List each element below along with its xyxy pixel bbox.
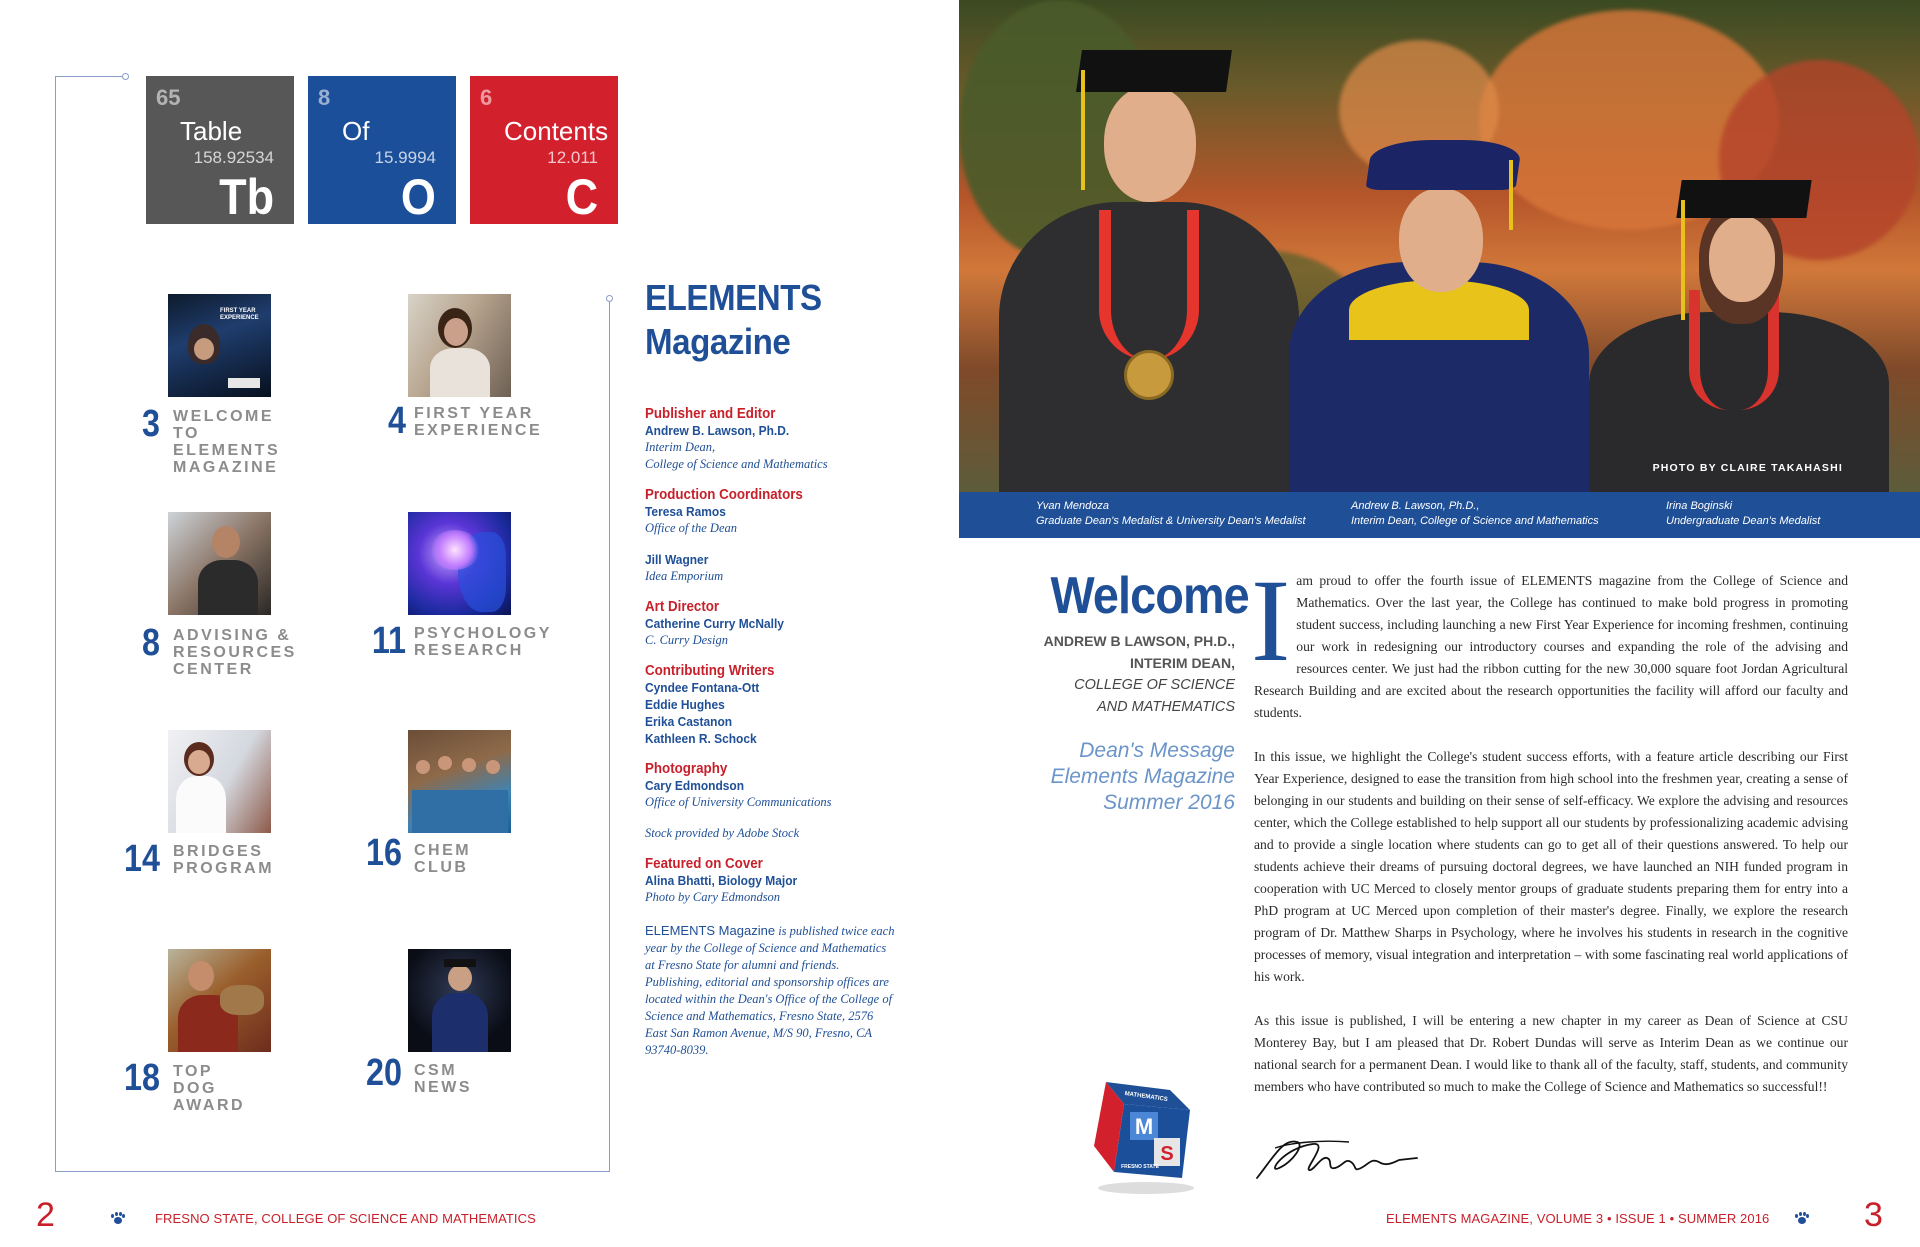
cube-s-letter: S: [1160, 1143, 1174, 1165]
section-name: Erika Castanon: [645, 714, 733, 729]
shirt-shape: [198, 560, 258, 615]
caption-title: Graduate Dean's Medalist & University Dean's Medalist: [1036, 515, 1306, 527]
news-thumbnail: [408, 949, 511, 1052]
brain-thumbnail: [408, 512, 511, 615]
author-title-line: INTERIM DEAN,: [1130, 655, 1235, 671]
section-name: Cyndee Fontana-Ott: [645, 680, 760, 695]
toc-item-title: TOP DOG AWARD: [173, 1063, 246, 1114]
award-thumbnail: [168, 949, 271, 1052]
tile-number: 65: [156, 85, 181, 110]
deans-message-label: Dean's Message: [1079, 739, 1235, 762]
section-affiliation: C. Curry Design: [645, 633, 728, 647]
medal-shape: [1124, 350, 1174, 400]
face-shape: [1709, 216, 1775, 302]
tassel-shape: [1081, 70, 1085, 190]
page-number-left: 2: [36, 1196, 55, 1234]
group-shirts: [412, 790, 508, 833]
letter-paragraph: As this issue is published, I will be entering a new chapter in my career as Dean of Science at CSU Monterey Bay, but I am pleased that Dr. Robert Dundas will serve as Interim Dean as we continue our national search for a permanent Dean. I would like to thank all of the faculty, staff, students, and community members who have contributed so much to make the College of Science and Mathematics so successful!!: [1254, 1013, 1848, 1094]
tassel-shape: [1509, 160, 1513, 230]
grad-cap-shape: [1676, 180, 1811, 218]
masthead-title-line2: Magazine: [645, 321, 791, 362]
medalists-photo: [959, 0, 1920, 492]
masthead-section-photography: [645, 761, 900, 811]
periodic-tile-table: [146, 76, 294, 224]
section-name: Andrew B. Lawson, Ph.D.: [645, 423, 790, 438]
caption-lawson: [1351, 499, 1599, 529]
tile-mass: 158.92534: [193, 148, 274, 167]
issue-label: Summer 2016: [1103, 791, 1235, 814]
masthead-section-production-2: [645, 551, 900, 585]
face-shape: [438, 756, 452, 770]
toc-page-number: 4: [388, 400, 406, 442]
photo-credit: PHOTO BY CLAIRE TAKAHASHI: [1652, 462, 1843, 474]
toc-page-number: 3: [142, 403, 160, 445]
toc-item-title: BRIDGES PROGRAM: [173, 843, 275, 877]
section-affiliation: Idea Emporium: [645, 569, 724, 583]
toc-page-number: 16: [366, 832, 402, 874]
welcome-title: Welcome: [1050, 567, 1249, 625]
masthead-section-stock: [645, 825, 900, 842]
masthead-section-cover: [645, 856, 900, 906]
masthead-section-production: [645, 487, 900, 537]
section-name: Cary Edmondson: [645, 778, 745, 793]
cube-top-label: MATHEMATICS: [1124, 1091, 1169, 1104]
magazine-label: Elements Magazine: [1050, 765, 1235, 788]
person-yvan: [999, 30, 1299, 492]
section-name: Alina Bhatti, Biology Major: [645, 873, 798, 888]
author-line: ANDREW B LAWSON, PH.D.,: [1043, 633, 1235, 649]
face-shape: [212, 526, 240, 558]
drop-cap: I: [1251, 555, 1291, 686]
masthead-section-publisher: [645, 406, 900, 473]
toc-page-number: 20: [366, 1052, 402, 1094]
cube-m-letter: M: [1134, 1114, 1154, 1139]
signature-drawing: [1253, 1128, 1423, 1184]
page-number-right: 3: [1864, 1196, 1883, 1234]
caption-title: Interim Dean, College of Science and Mathematics: [1351, 515, 1599, 527]
caption-name: Irina Boginski: [1666, 500, 1733, 512]
tassel-shape: [1681, 200, 1685, 320]
masthead-section-art-director: [645, 599, 900, 649]
cover-thumbnail: [168, 294, 271, 397]
medal-ribbon: [1099, 210, 1199, 360]
section-affiliation: College of Science and Mathematics: [645, 457, 828, 471]
section-role: Art Director: [645, 599, 720, 615]
tile-symbol: O: [400, 169, 436, 225]
welcome-header: [1030, 566, 1249, 816]
toc-item-title: CHEM CLUB: [414, 842, 472, 876]
cube-shadow: [1098, 1182, 1194, 1194]
caption-irina: [1666, 499, 1820, 529]
masthead-title: [645, 276, 880, 364]
section-name: Eddie Hughes: [645, 697, 725, 712]
science-math-cube-logo: [1084, 1076, 1204, 1196]
footer-right-text: ELEMENTS MAGAZINE, VOLUME 3 • ISSUE 1 • SUMMER 2016: [1386, 1211, 1770, 1226]
section-affiliation: Interim Dean,: [645, 440, 716, 454]
section-name: Catherine Curry McNally: [645, 616, 784, 631]
toc-item-title: PSYCHOLOGY RESEARCH: [414, 625, 552, 659]
tile-word: Table: [180, 116, 243, 146]
blurb-lead: ELEMENTS Magazine: [645, 923, 776, 938]
section-affiliation: Photo by Cary Edmondson: [645, 890, 781, 904]
caption-yvan: [1036, 499, 1306, 529]
photo-caption-bar: [959, 492, 1920, 538]
cube-edge-label: SCIENCE: [1186, 1130, 1192, 1154]
periodic-tile-contents: [470, 76, 618, 224]
letter-paragraph: In this issue, we highlight the College's student success efforts, with a feature article describing our First Year Experience, designed to ease the transition from high school into the freshmen year, creating a sense of belonging in our students and building on their sense of self-efficacy. We explore the advising and resources center, which the College established to help support all our students by professionalizing academic advising and to provide a single location where students can go to get all of their questions answered. To help our students achieve their dreams of pursuing doctoral degrees, we have launched an NIH funded program in cooperation with UC Merced to closely mentor groups of graduate students preparing them for entry into a PhD program at UC Merced upon completion of their master's degree. Finally, we explore the research program of Dr. Matthew Sharps in Psychology, where he involves his students in research in the cognitive processes of memory, visual integration and interpretation – with some fascinating real world applications of his work.: [1254, 749, 1848, 984]
brain-glow: [430, 530, 480, 570]
blurb-text: is published twice each year by the College of Science and Mathematics at Fresno State for alumni and friends. Publishing, editorial and sponsorship offices are located within the Dean's Office of the College of Science and Mathematics, Fresno State, 2576 East San Ramon Avenue, M/S 90, Fresno, CA 93740-8039.: [645, 924, 895, 1057]
tile-symbol: C: [565, 169, 598, 225]
dept-line: AND MATHEMATICS: [1096, 699, 1235, 715]
caption-title: Undergraduate Dean's Medalist: [1666, 515, 1821, 527]
tile-word: Contents: [504, 116, 609, 146]
face-shape: [188, 961, 214, 991]
plaque-shape: [220, 985, 264, 1015]
tile-symbol: Tb: [219, 169, 274, 225]
student-thumbnail: [408, 294, 511, 397]
section-role: Contributing Writers: [645, 663, 775, 679]
section-affiliation: Office of the Dean: [645, 521, 737, 535]
periodic-tile-of: [308, 76, 456, 224]
caption-name: Andrew B. Lawson, Ph.D.,: [1351, 500, 1480, 512]
face-shape: [444, 318, 468, 346]
section-role: Publisher and Editor: [645, 406, 776, 422]
grad-cap-shape: [444, 959, 476, 967]
cube-bottom-label: FRESNO STATE: [1121, 1164, 1159, 1170]
face-shape: [1399, 188, 1483, 292]
group-thumbnail: [408, 730, 511, 833]
masthead: [645, 276, 900, 1059]
dept-line: COLLEGE OF SCIENCE: [1074, 677, 1235, 693]
paragraph-text: am proud to offer the fourth issue of ELEMENTS magazine from the College of Science and Mathematics. Over the last year, the College has continued to make bold progress in promoting student success, including launching a new First Year Experience for incoming freshmen, continuing our work in redesigning our introductory courses and expanding the role of the advising and resources center. We just had the ribbon cutting for the new 30,000 square foot Jordan Agricultural Research Building and are excited about the research opportunities the facility will afford our faculty and students.: [1254, 573, 1848, 720]
toc-page-number: 11: [371, 620, 406, 662]
face-shape: [194, 338, 214, 360]
face-shape: [448, 965, 472, 991]
tile-mass: 15.9994: [374, 148, 436, 167]
face-shape: [486, 760, 500, 774]
thumb-caption: FIRST YEAR EXPERIENCE: [220, 308, 259, 321]
face-shape: [416, 760, 430, 774]
shirt-shape: [430, 348, 490, 397]
tile-number: 8: [318, 85, 331, 110]
paw-icon: [111, 1212, 125, 1225]
person-lawson: [1289, 130, 1589, 492]
advisor-thumbnail: [168, 512, 271, 615]
toc-page-number: 8: [142, 622, 160, 664]
caption-name: Yvan Mendoza: [1036, 500, 1109, 512]
tam-cap-shape: [1365, 140, 1522, 190]
lab-thumbnail: [168, 730, 271, 833]
toc-page-number: 18: [124, 1057, 160, 1099]
letter-paragraph: [1251, 555, 1848, 724]
section-role: Production Coordinators: [645, 487, 803, 503]
grad-cap-shape: [1076, 50, 1232, 92]
section-name: Teresa Ramos: [645, 504, 726, 519]
logo-badge: [228, 378, 260, 388]
toc-item-title: ADVISING & RESOURCES CENTER: [173, 627, 297, 678]
face-shape: [188, 750, 210, 774]
section-role: Photography: [645, 761, 728, 777]
section-name: Jill Wagner: [645, 552, 709, 567]
tile-word: Of: [342, 116, 370, 146]
toc-item-title: FIRST YEAR EXPERIENCE: [414, 405, 543, 439]
masthead-section-writers: [645, 663, 900, 747]
section-affiliation: Stock provided by Adobe Stock: [645, 826, 800, 840]
section-name: Kathleen R. Schock: [645, 731, 757, 746]
masthead-blurb: [645, 922, 895, 1059]
deans-letter: [1251, 555, 1848, 1120]
face-shape: [462, 758, 476, 772]
footer-left-text: FRESNO STATE, COLLEGE OF SCIENCE AND MATHEMATICS: [155, 1211, 536, 1226]
paw-icon: [1795, 1212, 1809, 1225]
toc-item-title: WELCOME TO ELEMENTS MAGAZINE: [173, 408, 281, 476]
tile-mass: 12.011: [547, 148, 598, 167]
tile-number: 6: [480, 85, 493, 110]
face-shape: [1104, 86, 1196, 202]
gown-shape: [432, 993, 488, 1052]
toc-page-number: 14: [124, 838, 160, 880]
section-affiliation: Office of University Communications: [645, 795, 832, 809]
person-irina: [1589, 170, 1889, 492]
lab-coat-shape: [176, 776, 226, 833]
masthead-title-line1: ELEMENTS: [645, 277, 822, 318]
toc-item-title: CSM NEWS: [414, 1062, 472, 1096]
toc-divider-line: [609, 298, 610, 1172]
section-role: Featured on Cover: [645, 856, 763, 872]
